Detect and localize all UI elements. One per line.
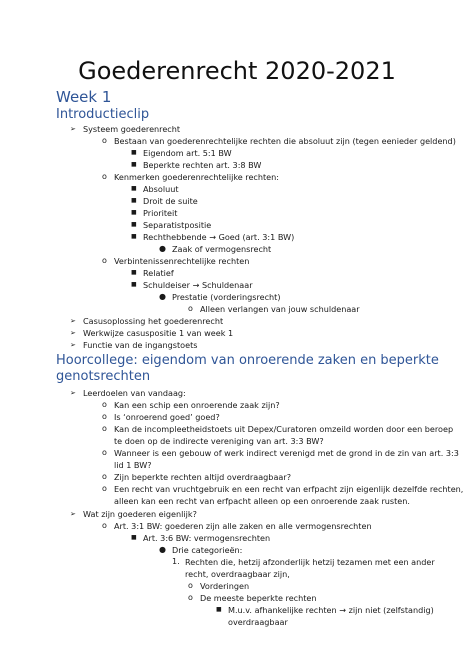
text-line: te doen op de indirecte vereniging van art. 3:3 BW?: [114, 436, 324, 446]
text-line: Rechten die, hetzij afzonderlijk hetzij tezamen met een ander: [185, 557, 435, 567]
text-line: Leerdoelen van vandaag:: [83, 388, 186, 398]
text-line: Prestatie (vorderingsrecht): [172, 292, 281, 302]
circle-bullet: o: [188, 581, 193, 590]
text-line: Alleen verlangen van jouw schuldenaar: [200, 304, 360, 314]
circle-bullet: o: [102, 521, 107, 530]
arrow-bullet-icon: ➢: [70, 510, 76, 518]
circle-bullet: o: [102, 424, 107, 433]
square-bullet: ■: [131, 269, 137, 276]
text-line: Zaak of vermogensrecht: [172, 244, 272, 254]
heading-hoorcollege-line-1: Hoorcollege: eigendom van onroerende zaken en beperkte: [56, 353, 439, 368]
text-line: Wanneer is een gebouw of werk indirect verenigd met de grond in de zin van art. 3:3: [114, 448, 459, 458]
dot-bullet: ●: [159, 545, 166, 554]
circle-bullet: o: [102, 172, 107, 181]
heading-hoorcollege-line-2: genotsrechten: [56, 369, 151, 384]
text-line: Art. 3:1 BW: goederen zijn alle zaken en alle vermogensrechten: [114, 521, 372, 531]
right-arrow-icon: →: [339, 605, 347, 615]
text-line: Drie categorieën:: [172, 545, 243, 555]
square-bullet: ■: [216, 606, 222, 613]
text-line: overdraagbaar: [228, 617, 288, 627]
text-line: Rechthebbende → Goed (art. 3:1 BW): [143, 232, 295, 242]
text-line: Kenmerken goederenrechtelijke rechten:: [114, 172, 280, 182]
text-line: Casusoplossing het goederenrecht: [83, 316, 224, 326]
arrow-bullet-icon: ➢: [70, 341, 76, 349]
square-bullet: ■: [131, 221, 137, 228]
square-bullet: ■: [131, 281, 137, 288]
text-line: Zijn beperkte rechten altijd overdraagbaar?: [114, 472, 291, 482]
numbered-marker: 1.: [172, 557, 180, 566]
circle-bullet: o: [102, 472, 107, 481]
arrow-bullet-icon: ➢: [70, 389, 76, 397]
arrow-bullet-icon: ➢: [70, 317, 76, 325]
square-bullet: ■: [131, 197, 137, 204]
circle-bullet: o: [188, 593, 193, 602]
text-line: Bestaan van goederenrechtelijke rechten die absoluut zijn (tegen eenieder geldend): [114, 136, 456, 146]
circle-bullet: o: [102, 484, 107, 493]
text-line: Vorderingen: [200, 581, 250, 591]
text-line: Droit de suite: [143, 196, 198, 206]
circle-bullet: o: [102, 448, 107, 457]
text-line: De meeste beperkte rechten: [200, 593, 317, 603]
circle-bullet: o: [102, 412, 107, 421]
text-line: alleen kan een recht van erfpacht alleen op een onroerende zaak rusten.: [114, 496, 410, 506]
document-title: Goederenrecht 2020-2021: [78, 57, 396, 85]
text-line: Werkwijze casuspositie 1 van week 1: [83, 328, 234, 338]
text-line: Verbintenissenrechtelijke rechten: [114, 256, 250, 266]
square-bullet: ■: [131, 534, 137, 541]
text-line: Kan een schip een onroerende zaak zijn?: [114, 400, 280, 410]
text-line: Wat zijn goederen eigenlijk?: [83, 509, 197, 519]
square-bullet: ■: [131, 185, 137, 192]
text-line: Relatief: [143, 268, 174, 278]
arrow-bullet-icon: ➢: [70, 329, 76, 337]
heading-introductieclip: Introductieclip: [56, 107, 150, 122]
circle-bullet: o: [188, 304, 193, 313]
arrow-bullet-icon: ➢: [70, 125, 76, 133]
text-line: Prioriteit: [143, 208, 178, 218]
dot-bullet: ●: [159, 244, 166, 253]
text-line: Art. 3:6 BW: vermogensrechten: [143, 533, 271, 543]
square-bullet: ■: [131, 149, 137, 156]
heading-week-1: Week 1: [56, 88, 112, 106]
text-line: Functie van de ingangstoets: [83, 340, 198, 350]
square-bullet: ■: [131, 233, 137, 240]
circle-bullet: o: [102, 256, 107, 265]
text-line: Een recht van vruchtgebruik en een recht van erfpacht zijn eigenlijk dezelfde rechten,: [114, 484, 464, 494]
square-bullet: ■: [131, 161, 137, 168]
text-line: Schuldeiser → Schuldenaar: [143, 280, 253, 290]
text-line: recht, overdraagbaar zijn,: [185, 569, 290, 579]
text-line: Absoluut: [143, 184, 179, 194]
circle-bullet: o: [102, 400, 107, 409]
right-arrow-icon: →: [209, 232, 216, 242]
text-line: Kan de incompleetheidstoets uit Depex/Curatoren omzeild worden door een beroep: [114, 424, 454, 434]
text-line: Systeem goederenrecht: [83, 124, 181, 134]
text-line: Is ‘onroerend goed’ goed?: [114, 412, 220, 422]
text-line: Separatistpositie: [143, 220, 212, 230]
right-arrow-icon: →: [192, 280, 200, 290]
square-bullet: ■: [131, 209, 137, 216]
dot-bullet: ●: [159, 292, 166, 301]
text-line: Eigendom art. 5:1 BW: [143, 148, 232, 158]
text-line: Beperkte rechten art. 3:8 BW: [143, 160, 262, 170]
text-line: M.u.v. afhankelijke rechten → zijn niet (zelfstandig): [228, 605, 434, 615]
text-line: lid 1 BW?: [114, 460, 152, 470]
circle-bullet: o: [102, 136, 107, 145]
